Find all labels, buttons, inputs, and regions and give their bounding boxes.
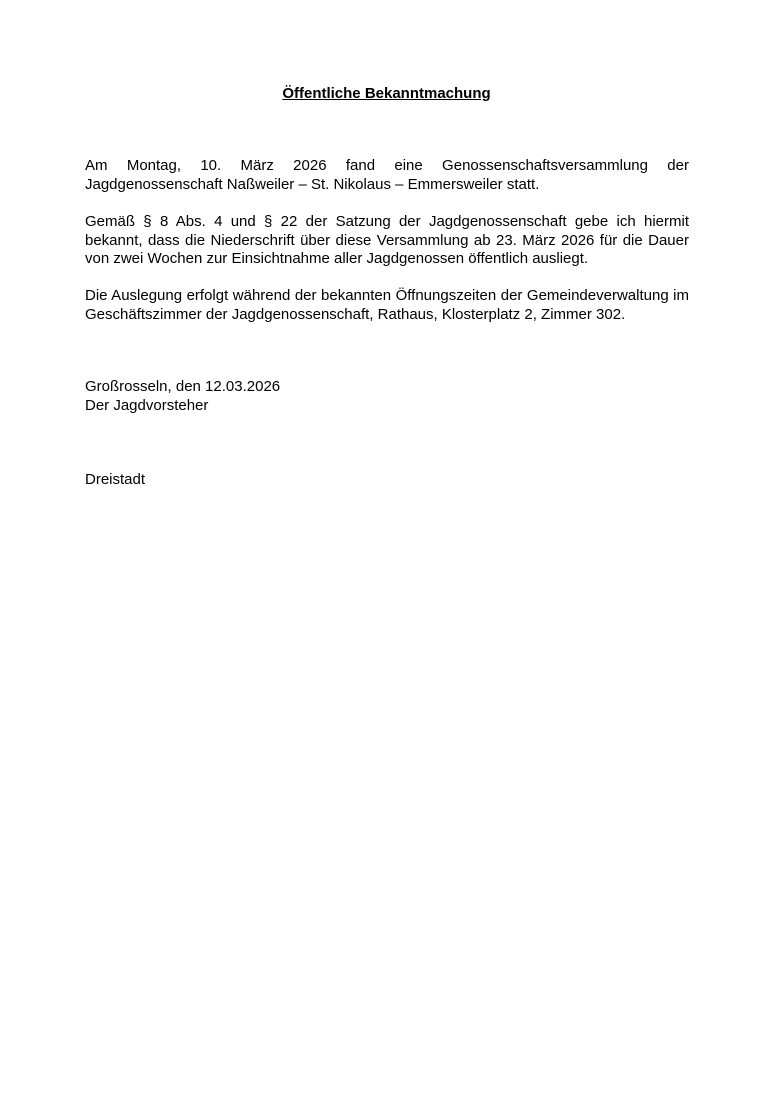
paragraph-location: Die Auslegung erfolgt während der bekannten Öffnungszeiten der Gemeindeverwaltung im Geschäftszimmer der Jagdgenossenschaft, Rathaus, Klosterplatz 2, Zimmer 302. xyxy=(85,287,689,323)
document-title: Öffentliche Bekanntmachung xyxy=(282,85,491,102)
signer-role: Der Jagdvorsteher xyxy=(85,397,209,414)
paragraph-announcement: Gemäß § 8 Abs. 4 und § 22 der Satzung der Jagdgenossenschaft gebe ich hiermit bekannt, dass die Niederschrift über diese Versammlung ab 23. März 2026 für die Dauer von zwei Wochen zur Einsichtnahme aller Jagdgenossen öffentlich ausliegt. xyxy=(85,213,689,267)
paragraph-meeting: Am Montag, 10. März 2026 fand eine Genossenschaftsversammlung der Jagdgenossenschaft Naßweiler – St. Nikolaus – Emmersweiler statt. xyxy=(85,157,689,193)
signer-name: Dreistadt xyxy=(85,471,146,488)
place-date: Großrosseln, den 12.03.2026 xyxy=(85,378,281,395)
